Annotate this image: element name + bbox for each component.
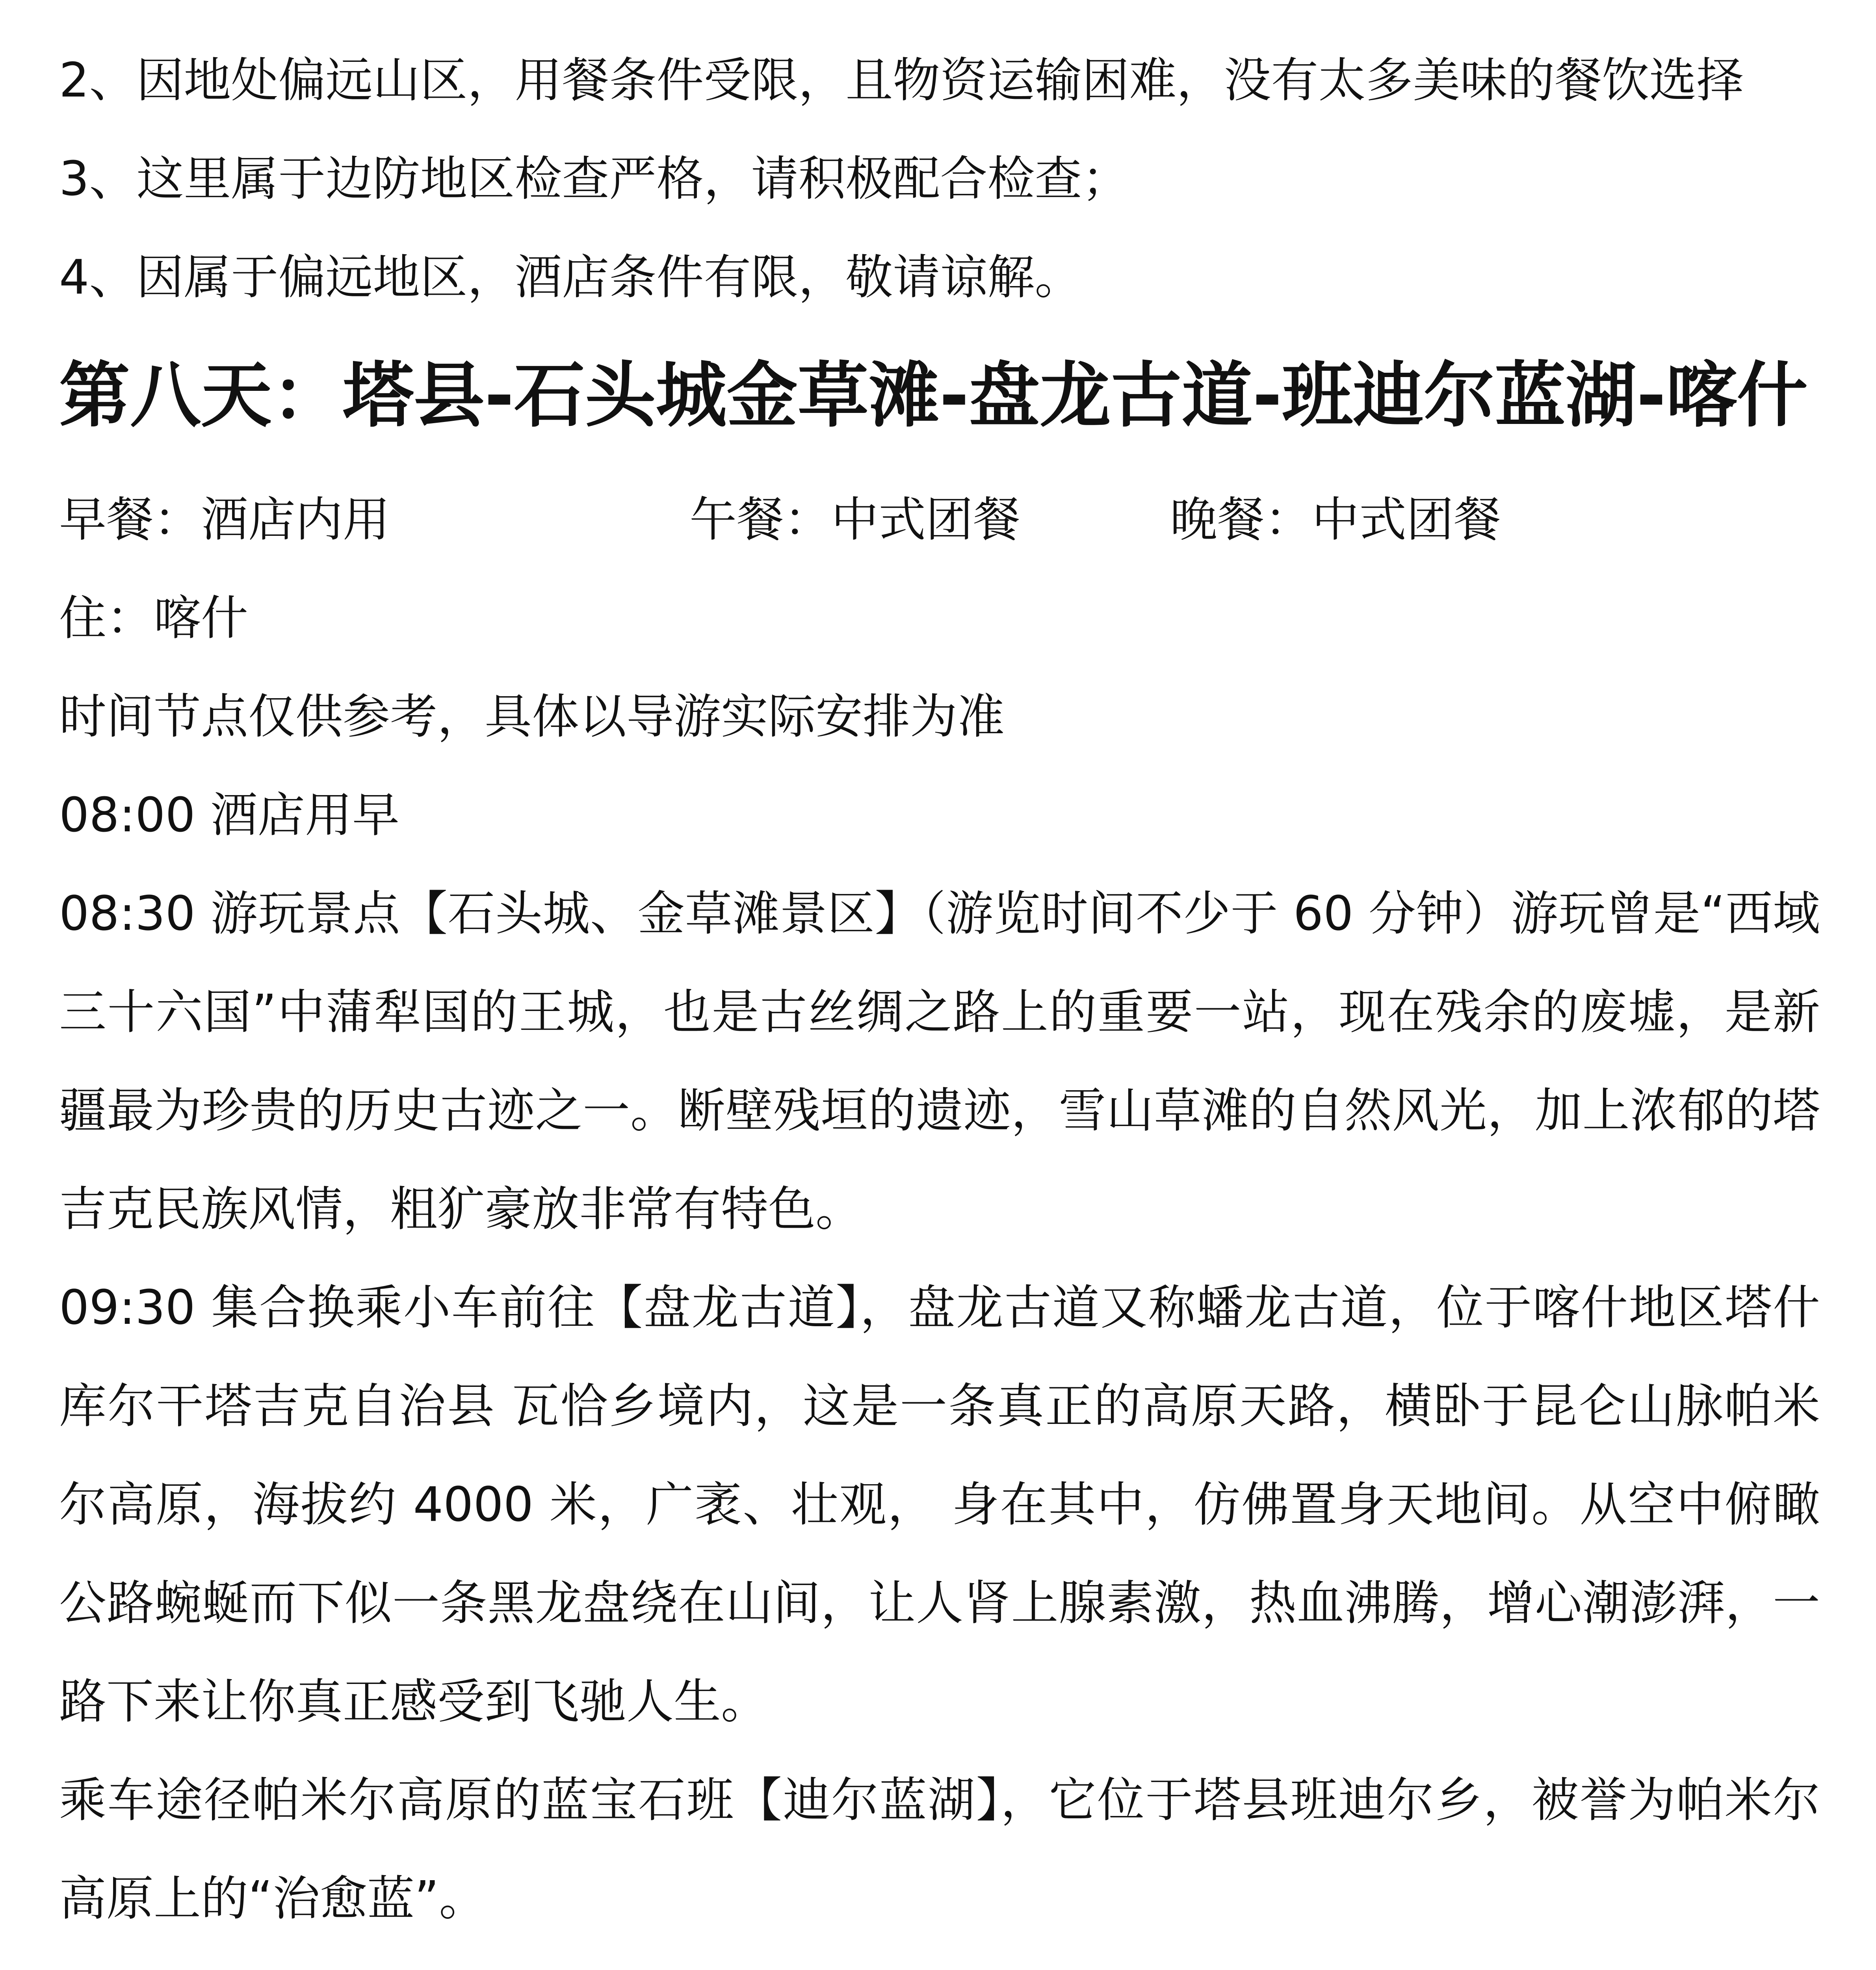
schedule-item: 乘车途径帕米尔高原的蓝宝石班【迪尔蓝湖】，它位于塔县班迪尔乡，被誉为帕米尔高原上的“治愈蓝”。 xyxy=(59,1773,1820,1926)
schedule-list xyxy=(59,766,1820,1970)
dinner-info: 晚餐：中式团餐 xyxy=(1170,492,1501,547)
document-page xyxy=(59,32,1820,1970)
schedule-item: 08:30 游玩景点【石头城、金草滩景区】（游览时间不少于 60 分钟）游玩曾是“西域三十六国”中蒲犁国的王城，也是古丝绸之路上的重要一站，现在残余的废墟，是新疆最为珍贵的历史古迹之一。断壁残垣的遗迹，雪山草滩的自然风光，加上浓郁的塔吉克民族风情，粗犷豪放非常有特色。 xyxy=(59,886,1820,1237)
schedule-disclaimer: 时间节点仅供参考，具体以导游实际安排为准 xyxy=(59,690,1005,744)
meals-row xyxy=(59,471,1820,569)
notes-list xyxy=(59,32,1820,327)
lunch-info: 午餐：中式团餐 xyxy=(689,492,1020,547)
breakfast-info: 早餐：酒店内用 xyxy=(59,492,390,547)
schedule-item: 09:30 集合换乘小车前往【盘龙古道】，盘龙古道又称蟠龙古道，位于喀什地区塔什库尔干塔吉克自治县 瓦恰乡境内，这是一条真正的高原天路，横卧于昆仑山脉帕米尔高原，海拔约 4000 米，广袤、壮观， 身在其中，仿佛置身天地间。从空中俯瞰公路蜿蜒而下似一条黑龙盘绕在山间，让人肾上腺素激，热血沸腾，增心潮澎湃，一路下来让你真正感受到飞驰人生。 xyxy=(59,1280,1820,1729)
schedule-item: 08:00 酒店用早 xyxy=(59,788,399,843)
schedule-item xyxy=(59,1948,1820,1970)
note-item: 3、这里属于边防地区检查严格，请积极配合检查； xyxy=(59,152,1129,206)
note-item: 4、因属于偏远地区，酒店条件有限，敬请谅解。 xyxy=(59,250,1082,305)
day-title: 第八天：塔县-石头城金草滩-盘龙古道-班迪尔蓝湖-喀什 xyxy=(59,355,1808,437)
stay-info: 住：喀什 xyxy=(59,591,248,646)
note-item: 2、因地处偏远山区，用餐条件受限，且物资运输困难，没有太多美味的餐饮选择 xyxy=(59,53,1744,108)
